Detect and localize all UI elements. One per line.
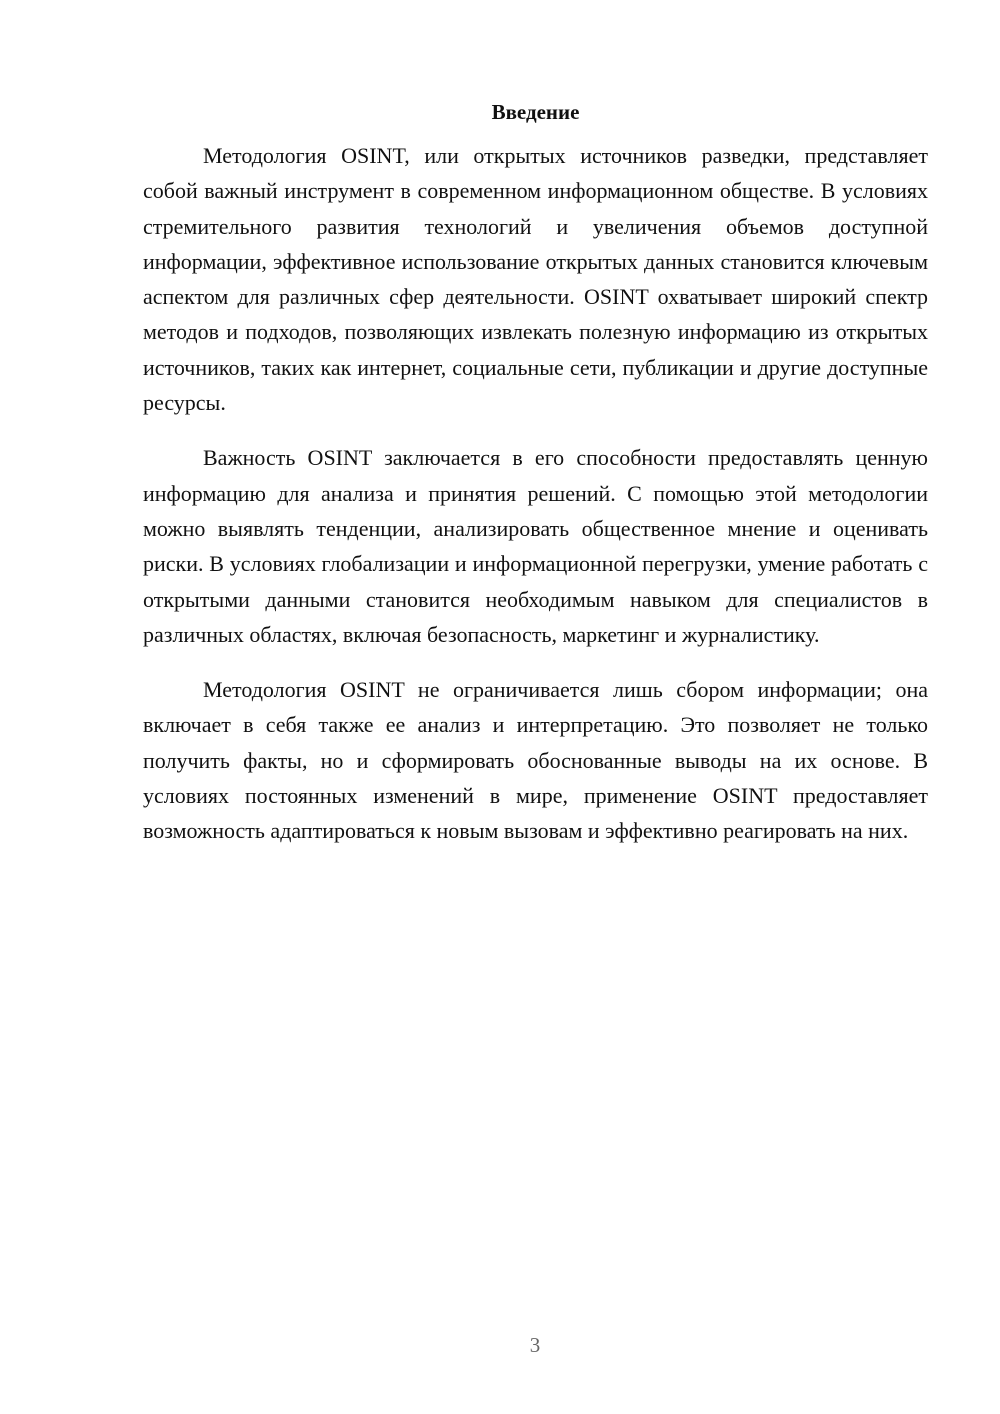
page-number: 3 bbox=[529, 1333, 541, 1357]
paragraph-analysis: Методология OSINT не ограничивается лишь сбором информации; она включает в себя также ее анализ и интерпретацию. Это позволяет не только получить факты, но и сформировать обоснованные выводы на их основе. В условиях постоянных изменений в мире, применение OSINT предоставляет возможность адаптироваться к новым вызовам и эффективно реагировать на них. bbox=[143, 677, 928, 844]
page-content bbox=[143, 96, 928, 869]
paragraph-importance: Важность OSINT заключается в его способности предоставлять ценную информацию для анализа и принятия решений. С помощью этой методологии можно выявлять тенденции, анализировать общественное мнение и оценивать риски. В условиях глобализации и информационной перегрузки, умение работать с открытыми данными становится необходимым навыком для специалистов в различных областях, включая безопасность, маркетинг и журналистику. bbox=[143, 445, 928, 647]
paragraph-intro: Методология OSINT, или открытых источников разведки, представляет собой важный инструмент в современном информационном обществе. В условиях стремительного развития технологий и увеличения объемов доступной информации, эффективное использование открытых данных становится ключевым аспектом для различных сфер деятельности. OSINT охватывает широкий спектр методов и подходов, позволяющих извлекать полезную информацию из открытых источников, таких как интернет, социальные сети, публикации и другие доступные ресурсы. bbox=[143, 143, 928, 416]
section-title: Введение bbox=[491, 100, 580, 124]
